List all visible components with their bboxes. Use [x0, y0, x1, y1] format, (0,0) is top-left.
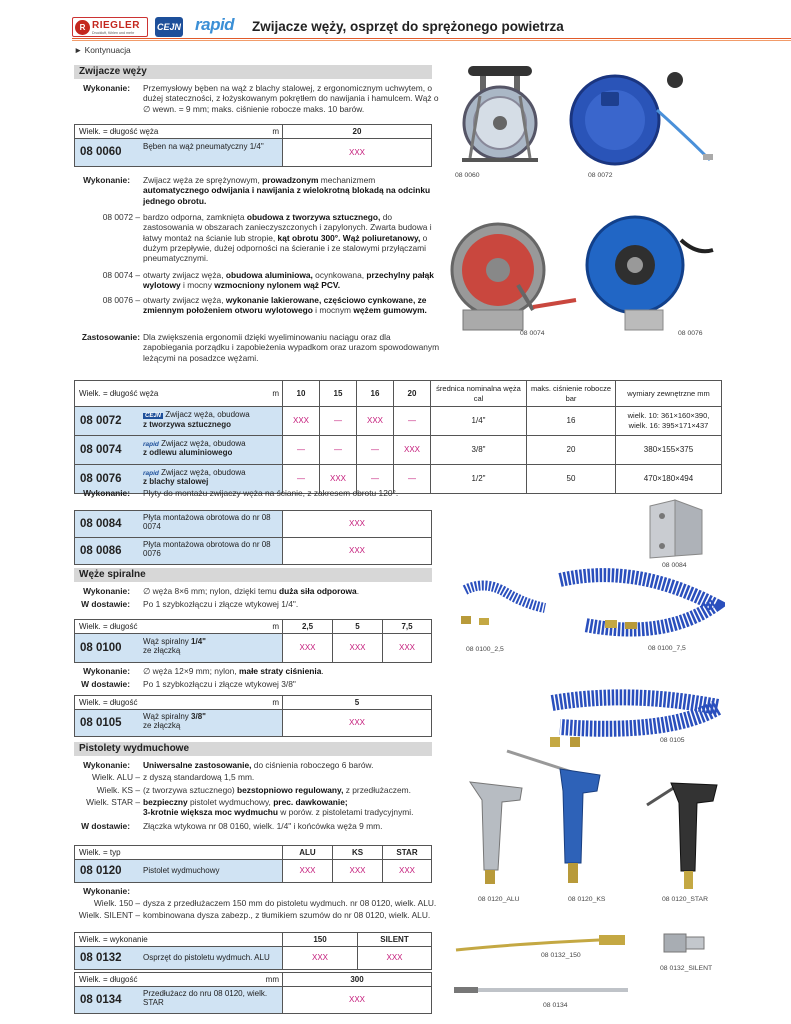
- price-cell: —: [320, 436, 357, 465]
- silent-nozzle-image: [660, 930, 708, 958]
- variant-label-alu: Wielk. ALU –: [92, 772, 140, 782]
- table-head-label: Wielk. = typ: [75, 846, 283, 860]
- price-cell: —: [320, 407, 357, 436]
- price-cell: —: [283, 436, 320, 465]
- diameter-cell: 3/8": [431, 436, 527, 465]
- price-cell: XXX: [283, 947, 358, 970]
- product-desc: Wąż spiralny 3/8" ze złączką: [141, 710, 282, 736]
- price-cell: XXX: [333, 860, 383, 883]
- price-cell: XXX: [394, 436, 431, 465]
- variant-text-0074: otwarty zwijacz węża, obudowa aluminiowa, ocynkowana, przechylny pałąk wylotowy i mocny wzmocniony nylonem wąż PCV.: [143, 270, 434, 291]
- image-caption: 08 0134: [543, 1002, 568, 1009]
- table-mounting-plates: [74, 510, 432, 565]
- image-caption: 08 0072: [588, 172, 613, 179]
- table-head-unit: mm: [265, 974, 279, 984]
- wykonanie-label: Wykonanie:: [83, 886, 130, 896]
- variant-text-0072: bardzo odporna, zamknięta obudowa z tworzywa sztucznego, do zastosowania w obszarach zanieczyszczonych i zapylonych. Zwarta budowa i łatwy montaż na ścianie lub stropie, kąt obrotu 300°. Wąż poliuretanowy, o dużym przepływie, dużej odporności na ścieranie i ze stalowymi przyłączami pneumatycznymi.: [143, 212, 432, 263]
- col-head: SILENT: [358, 933, 432, 947]
- product-code: 08 0074: [75, 436, 141, 464]
- image-caption: 08 0132_150: [541, 952, 581, 959]
- col-head: 20: [394, 381, 431, 407]
- col-head: 16: [357, 381, 394, 407]
- table-head-value: 300: [283, 973, 432, 987]
- variant-text-silent: kombinowana dysza zabezp., z tłumikiem szumów do nr 08 0120, wielk. ALU.: [143, 910, 431, 920]
- wykonanie-text-spiral-2: ∅ węża 12×9 mm; nylon, małe straty ciśnienia.: [143, 666, 324, 676]
- product-desc: rapid Zwijacz węża, obudowa z blachy stalowej: [141, 465, 282, 493]
- product-desc: Przedłużacz do nru 08 0120, wielk. STAR: [141, 987, 282, 1013]
- table-08-0120: [74, 845, 432, 883]
- product-code: 08 0105: [75, 710, 141, 736]
- product-desc: Osprzęt do pistoletu wydmuch. ALU: [141, 947, 282, 969]
- variant-label-star: Wielk. STAR –: [86, 797, 140, 807]
- aluminium-hose-reel-image: [448, 215, 578, 335]
- dimensions-cell: wielk. 10: 361×160×390, wielk. 16: 395×171×437: [616, 407, 722, 436]
- wykonanie-text-guns: Uniwersalne zastosowanie, do ciśnienia roboczego 6 barów.: [143, 760, 374, 770]
- col-head: KS: [333, 846, 383, 860]
- variant-text-star: bezpieczny pistolet wydmuchowy, prec. dawkowanie; 3-krotnie większa moc wydmuchu w porów. z pistoletami tradycyjnymi.: [143, 797, 414, 818]
- variant-text-alu: z dyszą standardową 1,5 mm.: [143, 772, 255, 782]
- price-cell: —: [357, 436, 394, 465]
- rapid-mini-logo: rapid: [143, 470, 159, 477]
- price-cell: XXX: [283, 860, 333, 883]
- product-code: 08 0086: [75, 538, 141, 564]
- variant-label-silent: Wielk. SILENT –: [78, 910, 140, 920]
- wykonanie-label: Wykonanie:: [83, 488, 130, 498]
- w-dostawie-text: Po 1 szybkozłączu i złącze wtykowej 1/4".: [143, 599, 299, 609]
- col-head: 15: [320, 381, 357, 407]
- col-head: 10: [283, 381, 320, 407]
- table-hose-reels: [74, 380, 722, 494]
- cejn-hose-reel-image: [565, 50, 715, 170]
- riegler-logo-mark: R: [75, 20, 90, 35]
- variant-label-ks: Wielk. KS –: [96, 785, 140, 795]
- blow-gun-star-image: [645, 775, 720, 893]
- wykonanie-label: Wykonanie:: [83, 83, 130, 93]
- product-desc: Pistolet wydmuchowy: [141, 860, 282, 882]
- price-cell: —: [283, 465, 320, 494]
- table-head-label: Wielk. = długość węża: [79, 388, 159, 398]
- wykonanie-text-plates: Płyty do montażu zwijaczy węża na ścianie, z zakresem obrotu 120°.: [143, 488, 399, 498]
- col-head: STAR: [383, 846, 432, 860]
- price-cell: XXX: [357, 407, 394, 436]
- pressure-cell: 50: [527, 465, 616, 494]
- image-caption: 08 0105: [660, 737, 685, 744]
- variant-label-0076: 08 0076 –: [102, 295, 140, 305]
- zastosowanie-text: Dla zwiększenia ergonomii dzięki wyeliminowaniu naciągu oraz dla zapobiegania porządku i zapobieżenia wypadkom oraz urazom spowodowanym leżącymi na posadzce wężami.: [143, 332, 440, 363]
- table-08-0132: [74, 932, 432, 970]
- table-08-0134: [74, 972, 432, 1014]
- price-cell: XXX: [358, 947, 432, 970]
- extension-star-image: [452, 982, 632, 998]
- table-head-label: Wielk. = długość węża: [79, 126, 159, 136]
- table-head-unit: m: [272, 126, 279, 136]
- image-caption: 08 0120_KS: [568, 896, 606, 903]
- price-cell: —: [394, 407, 431, 436]
- image-caption: 08 0120_STAR: [662, 896, 708, 903]
- table-row: [75, 436, 722, 465]
- section-heading-spiral-hoses: Węże spiralne: [74, 568, 432, 582]
- price-cell: XXX: [383, 634, 432, 663]
- image-caption: 08 0060: [455, 172, 480, 179]
- wykonanie-text-spiral: ∅ węża 8×6 mm; nylon, dzięki temu duża siła odporowa.: [143, 586, 360, 596]
- dimensions-cell: 470×180×494: [616, 465, 722, 494]
- product-desc: Płyta montażowa obrotowa do nr 08 0076: [141, 538, 282, 564]
- riegler-logo-text: RIEGLER: [92, 20, 140, 31]
- page-title: Zwijacze węży, osprzęt do sprężonego powietrza: [252, 19, 564, 34]
- col-head: 150: [283, 933, 358, 947]
- header-divider-2: [72, 40, 791, 41]
- cejn-mini-logo: CEJN: [145, 413, 162, 419]
- table-row: [75, 710, 432, 737]
- price-cell: XXX: [333, 634, 383, 663]
- price-cell: XXX: [383, 860, 432, 883]
- product-desc: Bęben na wąż pneumatyczny 1/4": [141, 139, 282, 166]
- section-heading-hose-reels: Zwijacze węży: [74, 65, 432, 79]
- riegler-logo-sub: Druckluft, fühlen und mehr: [92, 31, 135, 35]
- variant-text-0076: otwarty zwijacz węża, wykonanie lakierowane, częściowo cynkowane, ze zmiennym położeniem otworu wylotowego i mocnym wężem gumowym.: [143, 295, 427, 316]
- diameter-cell: 1/4": [431, 407, 527, 436]
- product-code: 08 0084: [75, 511, 141, 537]
- riegler-logo: [72, 17, 148, 37]
- table-head-label: Wielk. = długość: [79, 697, 138, 707]
- image-caption: 08 0076: [678, 330, 703, 337]
- product-code: 08 0060: [75, 139, 141, 166]
- table-row: [75, 947, 432, 970]
- cejn-logo: CEJN: [155, 17, 183, 37]
- table-head-unit: m: [272, 697, 279, 707]
- price-cell: XXX: [320, 465, 357, 494]
- price-cell: XXX: [283, 987, 432, 1014]
- product-desc: Wąż spiralny 1/4" ze złączką: [141, 634, 282, 662]
- spiral-hose-3-8-image: [540, 685, 725, 753]
- w-dostawie-label: W dostawie:: [81, 679, 130, 689]
- wykonanie-label: Wykonanie:: [83, 666, 130, 676]
- rapid-mini-logo: rapid: [143, 441, 159, 448]
- pressure-cell: 16: [527, 407, 616, 436]
- col-head: 7,5: [383, 620, 432, 634]
- w-dostawie-label: W dostawie:: [81, 821, 130, 831]
- wykonanie-label: Wykonanie:: [83, 175, 130, 185]
- product-code: 08 0076: [75, 465, 141, 493]
- variant-label-0074: 08 0074 –: [102, 270, 140, 280]
- hose-drum-image: [450, 58, 550, 170]
- image-caption: 08 0100_2,5: [466, 646, 504, 653]
- price-cell: XXX: [283, 139, 432, 167]
- col-head: 5: [333, 620, 383, 634]
- variant-label-0072: 08 0072 –: [102, 212, 140, 222]
- variant-text-ks: (z tworzywa sztucznego) bezstopniowo regulowany, z przedłużaczem.: [143, 785, 411, 795]
- table-08-0105: [74, 695, 432, 737]
- spiral-hose-long-image: [545, 565, 725, 649]
- wykonanie-text: Przemysłowy bęben na wąż z blachy stalowej, z ergonomicznym uchwytem, o dużej stateczności, z łożyskowanym pokrętłem do nawijania i hamulcem. Wąż o ∅ wewn. = 9 mm; maks. ciśnienie robocze maks. 10 barów.: [143, 83, 439, 114]
- w-dostawie-text: Złączka wtykowa nr 08 0160, wielk. 1/4" i końcówka węża 9 mm.: [143, 821, 383, 831]
- col-head-diameter: średnica nominalna węża cal: [431, 381, 527, 407]
- price-cell: XXX: [283, 511, 432, 538]
- table-08-0060: [74, 124, 432, 167]
- wykonanie-label: Wykonanie:: [83, 760, 130, 770]
- price-cell: —: [357, 465, 394, 494]
- w-dostawie-text: Po 1 szybkozłączu i złącze wtykowej 3/8": [143, 679, 296, 689]
- image-caption: 08 0074: [520, 330, 545, 337]
- steel-hose-reel-image: [585, 210, 715, 335]
- wykonanie-text-reels: Zwijacz węża ze sprężynowym, prowadzonym mechanizmem automatycznego odwijania i nawijania z wielokrotną blokadą na odcinku jednego obrotu.: [143, 175, 431, 206]
- image-caption: 08 0132_SILENT: [660, 965, 713, 972]
- price-cell: XXX: [283, 710, 432, 737]
- mounting-plate-image: [640, 496, 710, 564]
- product-code: 08 0134: [75, 987, 141, 1013]
- rapid-logo: rapid: [195, 15, 235, 34]
- blow-gun-ks-image: [505, 745, 605, 890]
- table-head-unit: m: [272, 621, 279, 631]
- section-heading-blow-guns: Pistolety wydmuchowe: [74, 742, 432, 756]
- col-head: 2,5: [283, 620, 333, 634]
- image-caption: 08 0100_7,5: [648, 645, 686, 652]
- table-head-value: 20: [283, 125, 432, 139]
- table-row: [75, 511, 432, 538]
- col-head-dimensions: wymiary zewnętrzne mm: [616, 381, 722, 407]
- table-head-label: Wielk. = wykonanie: [75, 933, 283, 947]
- col-head: ALU: [283, 846, 333, 860]
- image-caption: 08 0120_ALU: [478, 896, 520, 903]
- col-head-pressure: maks. ciśnienie robocze bar: [527, 381, 616, 407]
- price-cell: XXX: [283, 634, 333, 663]
- product-code: 08 0100: [75, 634, 141, 662]
- wykonanie-label: Wykonanie:: [83, 586, 130, 596]
- price-cell: XXX: [283, 538, 432, 565]
- table-head-label: Wielk. = długość: [79, 621, 138, 631]
- product-code: 08 0120: [75, 860, 141, 882]
- product-desc: CEJN Zwijacz węża, obudowa z tworzywa sztucznego: [141, 407, 282, 435]
- continuation-label: ► Kontynuacja: [74, 45, 131, 55]
- table-row: [75, 407, 722, 436]
- variant-text-150: dysza z przedłużaczem 150 mm do pistoletu wydmuch. nr 08 0120, wielk. ALU.: [143, 898, 437, 908]
- table-row: [75, 987, 432, 1014]
- table-row: [75, 860, 432, 883]
- variant-label-150: Wielk. 150 –: [93, 898, 140, 908]
- product-desc: Płyta montażowa obrotowa do nr 08 0074: [141, 511, 282, 537]
- product-desc: rapid Zwijacz węża, obudowa z odlewu aluminiowego: [141, 436, 282, 464]
- table-head-value: 5: [283, 696, 432, 710]
- header-divider: [72, 38, 791, 39]
- dimensions-cell: 380×155×375: [616, 436, 722, 465]
- product-code: 08 0072: [75, 407, 141, 435]
- table-row: [75, 538, 432, 565]
- diameter-cell: 1/2": [431, 465, 527, 494]
- table-head-label: Wielk. = długość: [79, 974, 138, 984]
- product-code: 08 0132: [75, 947, 141, 969]
- image-caption: 08 0084: [662, 562, 687, 569]
- w-dostawie-label: W dostawie:: [81, 599, 130, 609]
- pressure-cell: 20: [527, 436, 616, 465]
- table-row: [75, 634, 432, 663]
- table-08-0100: [74, 619, 432, 663]
- zastosowanie-label: Zastosowanie:: [81, 332, 140, 342]
- price-cell: XXX: [283, 407, 320, 436]
- price-cell: —: [394, 465, 431, 494]
- table-head-unit: m: [272, 388, 279, 398]
- spiral-hose-short-image: [455, 578, 550, 644]
